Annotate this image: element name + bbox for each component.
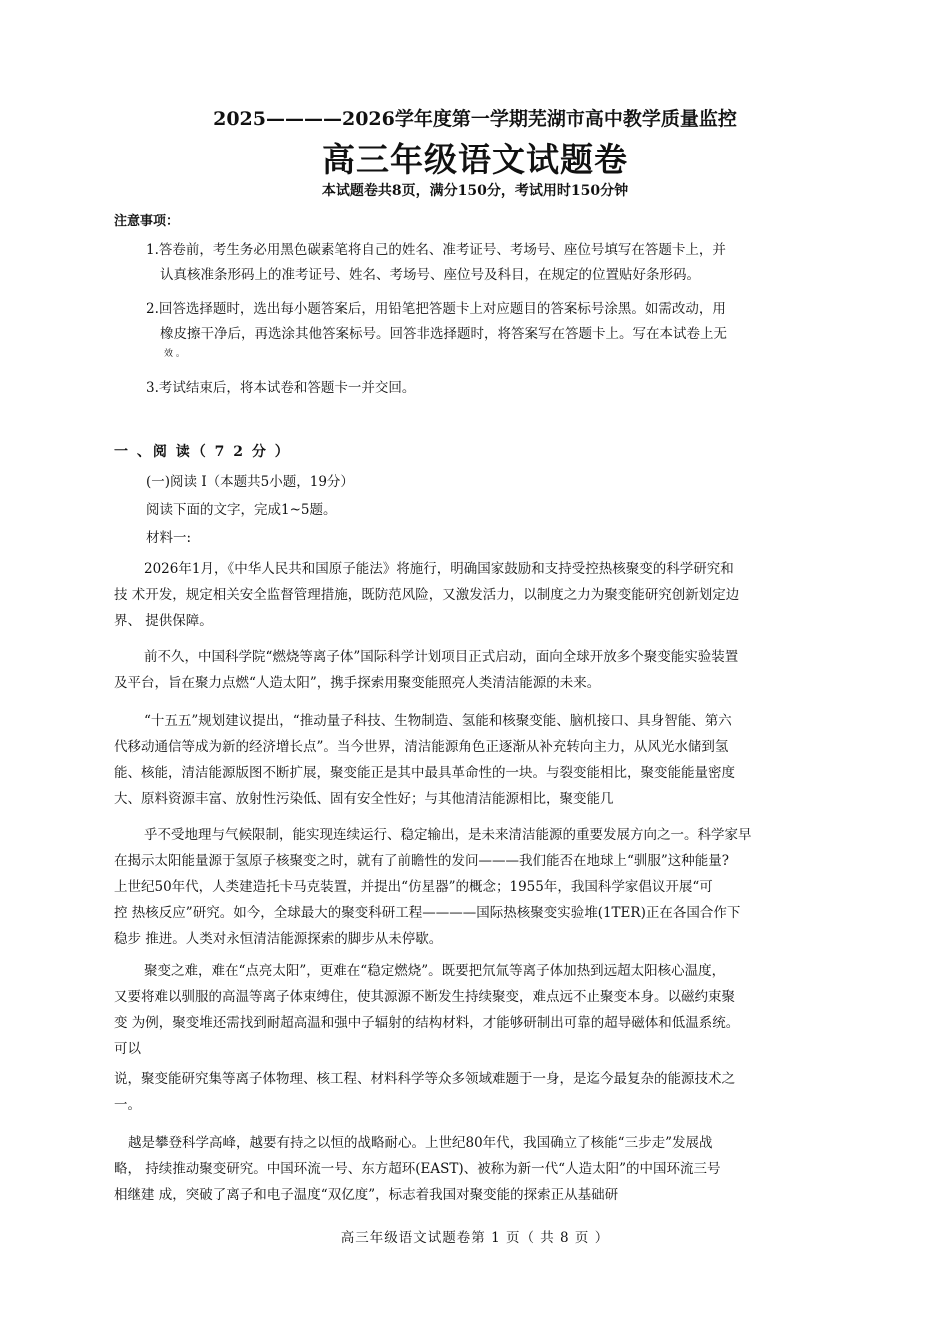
paragraph-3	[114, 708, 834, 812]
paragraph-6-line-1: 说，聚变能研究集等离子体物理、核工程、材料科学等众多领域难题于一身，是迄今最复杂的能源技术之	[114, 1071, 735, 1087]
paragraph-3-line-1: “十五五”规划建议提出，“推动量子科技、生物制造、氢能和核聚变能、脑机接口、具身智能、第六	[144, 713, 732, 729]
paragraph-5-line-2: 又要将难以驯服的高温等离子体束缚住，使其源源不断发生持续聚变，难点远不止聚变本身。以磁约束聚	[114, 989, 735, 1005]
paragraph-6-line-2: 一。	[114, 1097, 141, 1113]
paragraph-1-line-1: 2026年1月，《中华人民共和国原子能法》将施行，明确国家鼓励和支持受控热核聚变的科学研究和	[144, 561, 734, 577]
notice-item-1-line-2: 认真核准条形码上的准考证号、姓名、考场号、座位号及科目，在规定的位置贴好条形码。	[160, 267, 700, 283]
paragraph-5-line-3: 变 为例，聚变堆还需找到耐超高温和强中子辐射的结构材料，才能够研制出可靠的超导磁体和低温系统。	[114, 1015, 740, 1031]
paragraph-5	[114, 958, 834, 1062]
paragraph-3-line-3: 能、核能，清洁能源版图不断扩展，聚变能正是其中最具革命性的一块。与裂变能相比，聚变能能量密度	[114, 765, 735, 781]
notice-heading: 注意事项：	[114, 214, 180, 229]
paragraph-7-line-2: 略， 持续推动聚变研究。中国环流一号、东方超环(EAST)、被称为新一代“人造太阳”的中国环流三号	[114, 1161, 721, 1177]
paragraph-2	[114, 644, 834, 696]
paragraph-4-line-2: 在揭示太阳能量源于氢原子核聚变之时，就有了前瞻性的发问———我们能否在地球上“驯服”这种能量?	[114, 853, 730, 869]
paragraph-4-line-3: 上世纪50年代，人类建造托卡马克装置，并提出“仿星器”的概念；1955年，我国科学家倡议开展“可	[114, 879, 713, 895]
notice-item-1	[146, 238, 836, 288]
paragraph-7-line-1: 越是攀登科学高峰，越要有持之以恒的战略耐心。上世纪80年代，我国确立了核能“三步走”发展战	[128, 1135, 713, 1151]
paragraph-4-line-1: 乎不受地理与气候限制，能实现连续运行、稳定输出，是未来清洁能源的重要发展方向之一。科学家早	[144, 827, 752, 843]
exam-header-line: 2025————2026学年度第一学期芜湖市高中教学质量监控	[213, 108, 737, 130]
paragraph-4-line-5: 稳步 推进。人类对永恒清洁能源探索的脚步从未停歇。	[114, 931, 443, 947]
page-footer: 高三年级语文试题卷第 1 页（ 共 8 页 ）	[340, 1230, 610, 1246]
section-instruction: 阅读下面的文字，完成1~5题。	[146, 502, 337, 518]
notice-item-2	[146, 297, 836, 361]
exam-info: 本试题卷共8页，满分150分，考试用时150分钟	[321, 183, 629, 199]
notice-item-3-line-1: 3.考试结束后，将本试卷和答题卡一并交回。	[146, 380, 416, 396]
notice-item-3	[146, 376, 836, 401]
paragraph-7	[114, 1130, 834, 1208]
paragraph-2-line-1: 前不久，中国科学院“燃烧等离子体”国际科学计划项目正式启动，面向全球开放多个聚变能实验装置	[144, 649, 739, 665]
paragraph-6	[114, 1066, 834, 1118]
notice-item-2-line-2: 橡皮擦干净后，再选涂其他答案标号。回答非选择题时，将答案写在答题卡上。写在本试卷上无	[160, 326, 727, 342]
section-subheading: (一)阅读 Ⅰ（本题共5小题，19分）	[146, 474, 354, 490]
paragraph-3-line-2: 代移动通信等成为新的经济增长点”。当今世界，清洁能源角色正逐渐从补充转向主力，从风光水储到氢	[114, 739, 729, 755]
notice-item-2-line-3: 效 。	[164, 349, 185, 359]
paragraph-3-line-4: 大、原料资源丰富、放射性污染低、固有安全性好；与其他清洁能源相比，聚变能几	[114, 791, 614, 807]
paragraph-5-line-1: 聚变之难，难在“点亮太阳”，更难在“稳定燃烧”。既要把氘氚等离子体加热到远超太阳核心温度，	[144, 963, 726, 979]
notice-item-2-line-1: 2.回答选择题时，选出每小题答案后，用铅笔把答题卡上对应题目的答案标号涂黑。如需改动，用	[146, 301, 726, 317]
material-label: 材料一:	[146, 530, 192, 546]
paragraph-1	[114, 556, 834, 634]
paragraph-1-line-2: 技 术开发，规定相关安全监督管理措施，既防范风险，又激发活力，以制度之力为聚变能研究创新划定边	[114, 587, 740, 603]
paragraph-4	[114, 822, 834, 952]
notice-item-1-line-1: 1.答卷前，考生务必用黑色碳素笔将自己的姓名、准考证号、考场号、座位号填写在答题卡上，并	[146, 242, 726, 258]
section-heading: 一 、阅 读（ 7 2 分 ）	[114, 444, 291, 460]
paragraph-7-line-3: 相继建 成，突破了离子和电子温度“双亿度”，标志着我国对聚变能的探索正从基础研	[114, 1187, 619, 1203]
paragraph-1-line-3: 界、 提供保障。	[114, 613, 213, 629]
paragraph-2-line-2: 及平台，旨在聚力点燃“人造太阳”，携手探索用聚变能照亮人类清洁能源的未来。	[114, 675, 601, 691]
paragraph-4-line-4: 控 热核反应”研究。如今，全球最大的聚变科研工程————国际热核聚变实验堆(1TER)正在各国合作下	[114, 905, 741, 921]
paragraph-5-line-4: 可以	[114, 1041, 141, 1057]
exam-title: 高三年级语文试题卷	[322, 140, 628, 179]
